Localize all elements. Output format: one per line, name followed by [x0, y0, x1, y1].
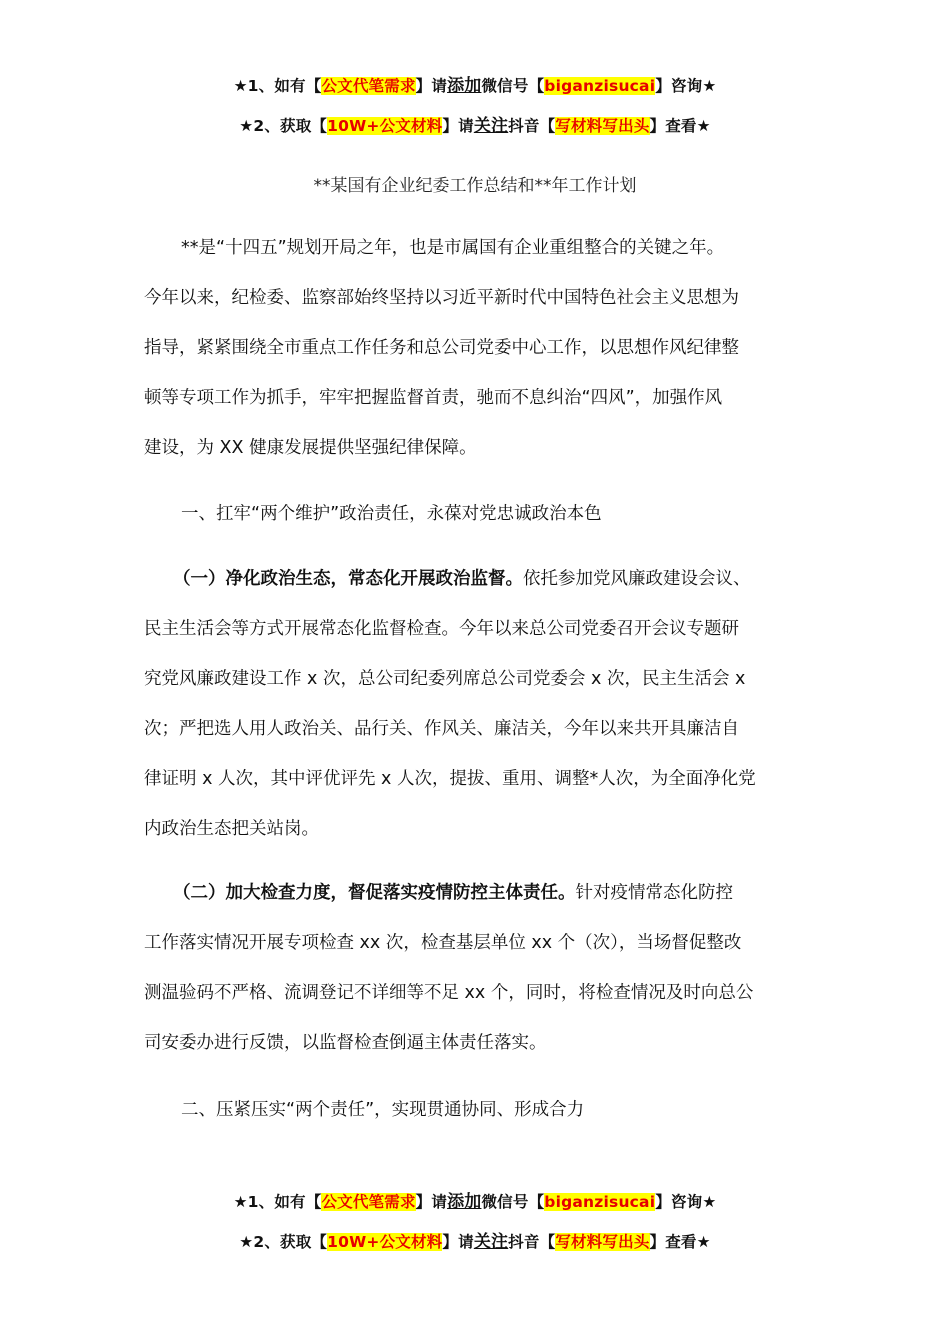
- promo-text: 】查看★: [649, 1233, 711, 1251]
- promo-text: 】请: [442, 117, 474, 135]
- promo-line-2-bottom: [0, 1227, 950, 1252]
- item-text: 依托参加党风廉政建设会议、: [523, 569, 751, 589]
- promo-text: 微信号【: [481, 1193, 545, 1211]
- paragraph-line: **是“十四五”规划开局之年，也是市属国有企业重组整合的关键之年。: [181, 238, 725, 258]
- promo-text: ★1、如有【: [233, 77, 322, 95]
- promo-highlight: 10W+公文材料: [327, 1233, 443, 1251]
- paragraph-line: 指导，紧紧围绕全市重点工作任务和总公司党委中心工作，以思想作风纪律整: [144, 338, 739, 358]
- wechat-id-highlight: biganzisucai: [544, 77, 656, 95]
- paragraph-line: [144, 868, 816, 918]
- intro-paragraph: [144, 223, 816, 473]
- paragraph-line: [144, 554, 816, 604]
- promo-text: 微信号【: [481, 77, 545, 95]
- section-heading-1: 一、扛牢“两个维护”政治责任，永葆对党忠诚政治本色: [181, 504, 602, 524]
- item-1-paragraph: [144, 554, 816, 854]
- paragraph-line: 司安委办进行反馈，以监督检查倒逼主体责任落实。: [144, 1033, 547, 1053]
- promo-underline: 关注: [473, 1232, 509, 1252]
- paragraph-line: 民主生活会等方式开展常态化监督检查。今年以来总公司党委召开会议专题研: [144, 619, 739, 639]
- paragraph-line: 建设，为 XX 健康发展提供坚强纪律保障。: [144, 438, 477, 458]
- promo-highlight: 公文代笔需求: [321, 1193, 416, 1211]
- promo-text: 】请: [415, 1193, 448, 1211]
- douyin-highlight: 写材料写出头: [555, 1233, 650, 1251]
- promo-text: 】查看★: [649, 117, 711, 135]
- paragraph-line: 内政治生态把关站岗。: [144, 819, 319, 839]
- item-text: 针对疫情常态化防控: [575, 883, 733, 903]
- paragraph-line: 顿等专项工作为抓手，牢牢把握监督首责，驰而不息纠治“四风”，加强作风: [144, 388, 723, 408]
- promo-text: 】请: [415, 77, 448, 95]
- section-heading-2: 二、压紧压实“两个责任”，实现贯通协同、形成合力: [181, 1100, 585, 1120]
- promo-highlight: 10W+公文材料: [327, 117, 443, 135]
- promo-text: ★2、获取【: [239, 117, 328, 135]
- document-title: **某国有企业纪委工作总结和**年工作计划: [313, 176, 637, 196]
- promo-highlight: 公文代笔需求: [321, 77, 416, 95]
- promo-underline: 关注: [473, 116, 509, 136]
- promo-text: ★1、如有【: [233, 1193, 322, 1211]
- item-lead: （二）加大检查力度，督促落实疫情防控主体责任。: [173, 883, 576, 903]
- wechat-id-highlight: biganzisucai: [544, 1193, 656, 1211]
- douyin-highlight: 写材料写出头: [555, 117, 650, 135]
- promo-text: 抖音【: [508, 1233, 556, 1251]
- paragraph-line: 次；严把选人用人政治关、品行关、作风关、廉洁关，今年以来共开具廉洁自: [144, 719, 739, 739]
- item-lead: （一）净化政治生态，常态化开展政治监督。: [173, 569, 523, 589]
- item-2-paragraph: [144, 868, 816, 1068]
- paragraph-line: 测温验码不严格、流调登记不详细等不足 xx 个，同时，将检查情况及时向总公: [144, 983, 754, 1003]
- paragraph-line: 究党风廉政建设工作 x 次，总公司纪委列席总公司党委会 x 次，民主生活会 x: [144, 669, 746, 689]
- paragraph-line: 律证明 x 人次，其中评优评先 x 人次，提拔、重用、调整*人次，为全面净化党: [144, 769, 756, 789]
- promo-line-1-top: [0, 71, 950, 96]
- promo-line-1-bottom: [0, 1187, 950, 1212]
- promo-text: ★2、获取【: [239, 1233, 328, 1251]
- paragraph-line: 工作落实情况开展专项检查 xx 次，检查基层单位 xx 个（次），当场督促整改: [144, 933, 742, 953]
- promo-underline: 添加: [447, 1192, 482, 1212]
- paragraph-line: 今年以来，纪检委、监察部始终坚持以习近平新时代中国特色社会主义思想为: [144, 288, 739, 308]
- promo-underline: 添加: [447, 76, 482, 96]
- promo-text: 抖音【: [508, 117, 556, 135]
- promo-text: 】咨询★: [655, 1193, 717, 1211]
- promo-line-2-top: [0, 111, 950, 136]
- promo-text: 】请: [442, 1233, 474, 1251]
- promo-text: 】咨询★: [655, 77, 717, 95]
